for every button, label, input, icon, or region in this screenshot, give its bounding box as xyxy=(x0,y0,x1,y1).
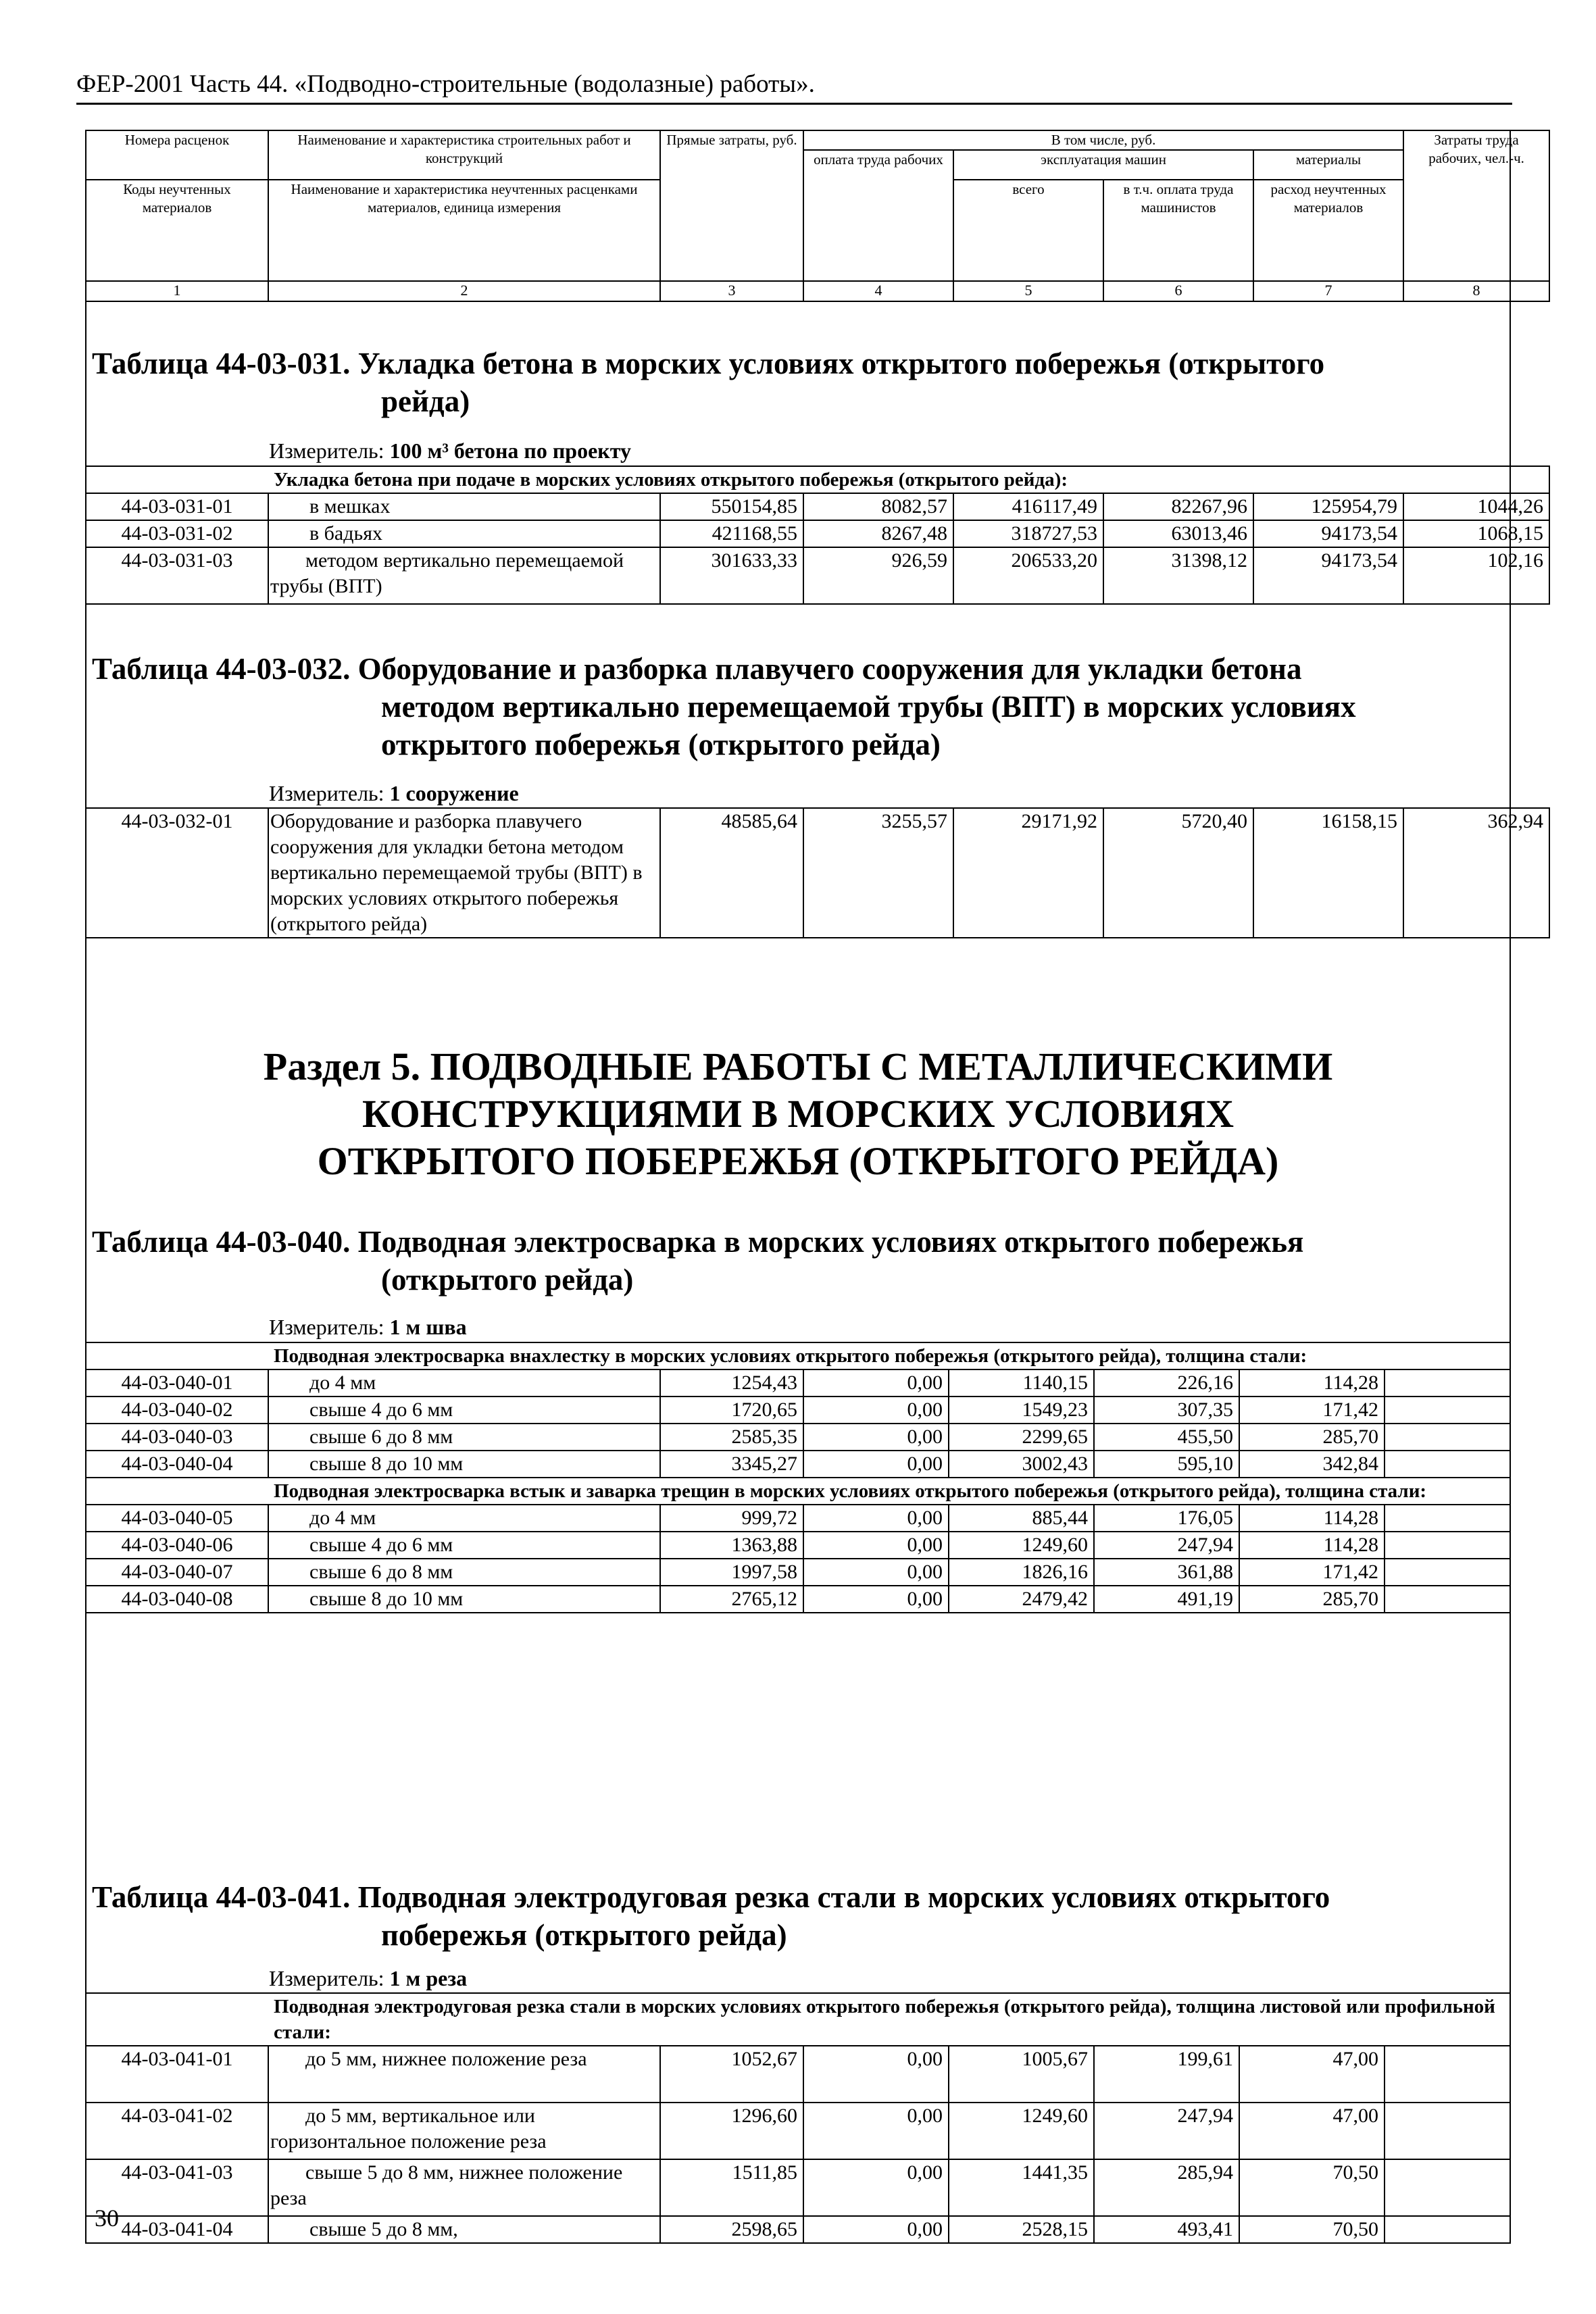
col5-header: всего xyxy=(953,180,1103,281)
col6-header: в т.ч. оплата труда машинистов xyxy=(1103,180,1253,281)
col8-header: Затраты труда рабочих, чел.-ч. xyxy=(1403,130,1549,281)
table-row: 44-03-040-07 свыше 6 до 8 мм 1997,58 0,00 1826,16 361,88 171,42 xyxy=(86,1559,1510,1586)
table-031-meter: Измеритель: 100 м³ бетона по проекту xyxy=(269,438,632,463)
table-032-number: Таблица 44-03-032. xyxy=(92,652,351,686)
meter-value: 1 сооружение xyxy=(389,781,519,805)
table-row: 44-03-041-01 до 5 мм, нижнее положение реза 1052,67 0,00 1005,67 199,61 47,00 xyxy=(86,2046,1510,2103)
table-040-text: Подводная электросварка в морских условиях открытого побережья xyxy=(357,1225,1304,1259)
col-number: 4 xyxy=(803,281,953,301)
table-031-text-cont: рейда) xyxy=(381,384,470,418)
table-041-group-heading: Подводная электродуговая резка стали в морских условиях открытого побережья (открытого рейда), толщина листовой или профильной стали: xyxy=(268,1993,1510,2046)
table-040-number: Таблица 44-03-040. xyxy=(92,1225,351,1259)
group-incl-header: В том числе, руб. xyxy=(803,130,1403,150)
col-number: 3 xyxy=(660,281,803,301)
col-number: 8 xyxy=(1403,281,1549,301)
col-number: 1 xyxy=(86,281,268,301)
col-number: 5 xyxy=(953,281,1103,301)
table-row: 44-03-041-04 свыше 5 до 8 мм, 2598,65 0,00 2528,15 493,41 70,50 xyxy=(86,2216,1510,2243)
table-row: 44-03-032-01 Оборудование и разборка плавучего сооружения для укладки бетона методом вертикально перемещаемой трубы (ВПТ) в морских условиях открытого побережья (открытого рейда) 48585,64 3255,57 29171,92 5720,40 16158,15 362,94 xyxy=(86,808,1549,938)
page-frame xyxy=(85,130,1544,2240)
table-040-group-1-heading: Подводная электросварка внахлестку в морских условиях открытого побережья (открытого рейда), толщина стали: xyxy=(268,1342,1510,1369)
table-040-text-cont: (открытого рейда) xyxy=(381,1263,634,1297)
table-031-text: Укладка бетона в морских условиях открытого побережья (открытого xyxy=(357,347,1325,380)
table-040-title xyxy=(92,1223,1504,1299)
col1-top-header: Номера расценок xyxy=(86,130,268,180)
table-032-text: Оборудование и разборка плавучего сооружения для укладки бетона xyxy=(357,652,1302,686)
col2-bottom-header: Наименование и характеристика неучтенных расценками материалов, единица измерения xyxy=(268,180,660,281)
table-040-group-2-heading: Подводная электросварка встык и заварка трещин в морских условиях открытого побережья (открытого рейда), толщина стали: xyxy=(268,1478,1510,1505)
table-row: 44-03-040-08 свыше 8 до 10 мм 2765,12 0,00 2479,42 491,19 285,70 xyxy=(86,1586,1510,1613)
table-032-title xyxy=(92,650,1504,763)
table-041 xyxy=(85,1992,1511,2244)
table-041-title xyxy=(92,1878,1504,1954)
col-number: 2 xyxy=(268,281,660,301)
col4-header: оплата труда рабочих xyxy=(803,150,953,281)
table-row: 44-03-040-05 до 4 мм 999,72 0,00 885,44 176,05 114,28 xyxy=(86,1505,1510,1532)
col-number: 6 xyxy=(1103,281,1253,301)
table-row: 44-03-031-01 в мешках 550154,85 8082,57 416117,49 82267,96 125954,79 1044,26 xyxy=(86,493,1549,520)
table-031 xyxy=(85,466,1550,605)
table-row: 44-03-041-02 до 5 мм, вертикальное или горизонтальное положение реза 1296,60 0,00 1249,60 247,94 47,00 xyxy=(86,2103,1510,2159)
group-machines-header: эксплуатация машин xyxy=(953,150,1253,180)
table-041-number: Таблица 44-03-041. xyxy=(92,1880,351,1914)
table-row: 44-03-040-02 свыше 4 до 6 мм 1720,65 0,00 1549,23 307,35 171,42 xyxy=(86,1397,1510,1424)
table-041-text: Подводная электродуговая резка стали в морских условиях открытого xyxy=(357,1880,1330,1914)
table-031-number: Таблица 44-03-031. xyxy=(92,347,351,380)
running-header: ФЕР-2001 Часть 44. «Подводно-строительные (водолазные) работы». xyxy=(76,68,1512,105)
col1-bottom-header: Коды неучтенных материалов xyxy=(86,180,268,281)
table-031-title xyxy=(92,345,1504,420)
section-5-title: Раздел 5. ПОДВОДНЫЕ РАБОТЫ С МЕТАЛЛИЧЕСКИМИ КОНСТРУКЦИЯМИ В МОРСКИХ УСЛОВИЯХ ОТКРЫТОГО ПОБЕРЕЖЬЯ (ОТКРЫТОГО РЕЙДА) xyxy=(263,1045,1333,1183)
col3-header: Прямые затраты, руб. xyxy=(660,130,803,281)
col2-top-header: Наименование и характеристика строительных работ и конструкций xyxy=(268,130,660,180)
table-032-meter: Измеритель: 1 сооружение xyxy=(269,781,519,805)
meter-value: 100 м³ бетона по проекту xyxy=(389,438,632,463)
table-row: 44-03-031-03 методом вертикально перемещаемой трубы (ВПТ) 301633,33 926,59 206533,20 31398,12 94173,54 102,16 xyxy=(86,547,1549,604)
table-row: 44-03-040-03 свыше 6 до 8 мм 2585,35 0,00 2299,65 455,50 285,70 xyxy=(86,1424,1510,1451)
table-032 xyxy=(85,807,1550,938)
page-number: 30 xyxy=(95,2205,119,2232)
table-row: 44-03-031-02 в бадьях 421168,55 8267,48 318727,53 63013,46 94173,54 1068,15 xyxy=(86,520,1549,547)
table-row: 44-03-041-03 свыше 5 до 8 мм, нижнее положение реза 1511,85 0,00 1441,35 285,94 70,50 xyxy=(86,2159,1510,2216)
col7-header: расход неучтенных материалов xyxy=(1253,180,1403,281)
table-row: 44-03-040-01 до 4 мм 1254,43 0,00 1140,15 226,16 114,28 xyxy=(86,1369,1510,1397)
table-031-group-heading: Укладка бетона при подаче в морских условиях открытого побережья (открытого рейда): xyxy=(268,466,1549,493)
meter-value: 1 м шва xyxy=(389,1315,467,1339)
table-row: 44-03-040-04 свыше 8 до 10 мм 3345,27 0,00 3002,43 595,10 342,84 xyxy=(86,1451,1510,1478)
group-materials-header: материалы xyxy=(1253,150,1403,180)
col-number: 7 xyxy=(1253,281,1403,301)
table-040-meter: Измеритель: 1 м шва xyxy=(269,1315,467,1339)
meter-value: 1 м реза xyxy=(389,1966,468,1990)
table-row: 44-03-040-06 свыше 4 до 6 мм 1363,88 0,00 1249,60 247,94 114,28 xyxy=(86,1532,1510,1559)
table-040 xyxy=(85,1342,1511,1613)
table-041-text-cont: побережья (открытого рейда) xyxy=(381,1918,787,1952)
table-041-meter: Измеритель: 1 м реза xyxy=(269,1966,468,1990)
table-032-text-cont: методом вертикально перемещаемой трубы (ВПТ) в морских условиях открытого побережья (открытого рейда) xyxy=(381,690,1356,761)
